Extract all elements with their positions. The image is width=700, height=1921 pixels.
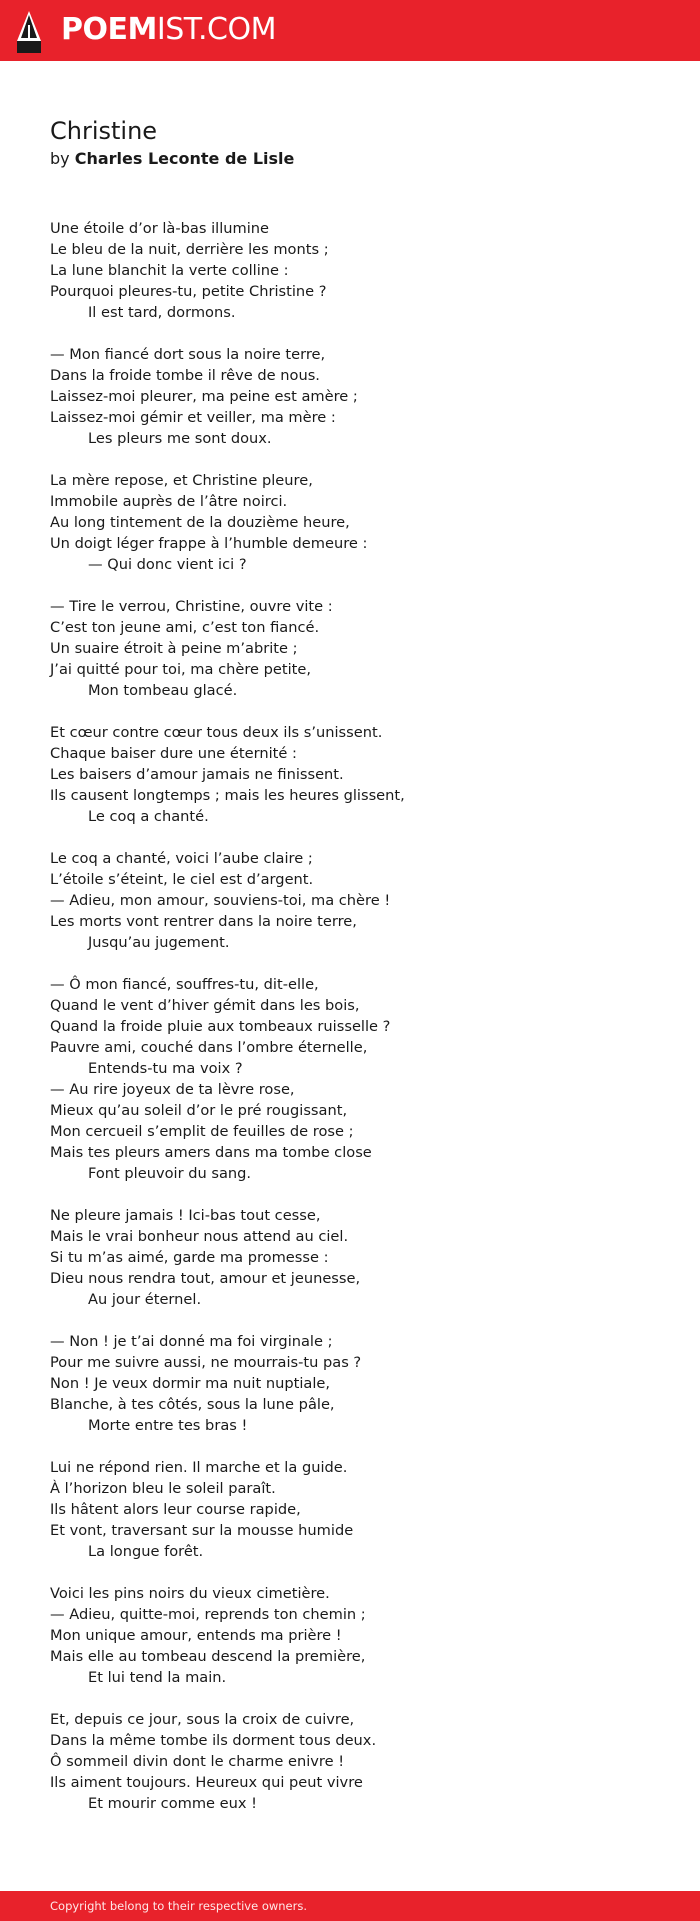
poem-stanza	[50, 218, 650, 323]
poem-line: Ils hâtent alors leur course rapide,	[50, 1501, 301, 1518]
site-header	[0, 0, 700, 61]
poem-line: C’est ton jeune ami, c’est ton fiancé.	[50, 619, 320, 636]
poem-line: Mieux qu’au soleil d’or le pré rougissant,	[50, 1102, 348, 1119]
pen-nib-icon[interactable]	[17, 11, 41, 53]
poem-line: Mon tombeau glacé.	[88, 682, 238, 699]
poem-line: — Tire le verrou, Christine, ouvre vite :	[50, 598, 333, 615]
poem-line: Et cœur contre cœur tous deux ils s’unissent.	[50, 724, 383, 741]
poem-stanza	[50, 596, 650, 701]
poem-line: Blanche, à tes côtés, sous la lune pâle,	[50, 1396, 335, 1413]
poem-line: Immobile auprès de l’âtre noirci.	[50, 493, 288, 510]
poem-line: Un doigt léger frappe à l’humble demeure :	[50, 535, 368, 552]
logo-text-bold: POEM	[61, 12, 157, 47]
site-logo[interactable]	[61, 10, 276, 50]
poem-line: Ils aiment toujours. Heureux qui peut vivre	[50, 1774, 363, 1791]
poem-line: — Non ! je t’ai donné ma foi virginale ;	[50, 1333, 333, 1350]
poem-line: Au jour éternel.	[88, 1291, 202, 1308]
site-footer	[0, 1891, 700, 1921]
poem-line: Une étoile d’or là-bas illumine	[50, 220, 269, 237]
poem-title: Christine	[50, 117, 158, 145]
poem-line: Mon unique amour, entends ma prière !	[50, 1627, 342, 1644]
poem-line: Quand le vent d’hiver gémit dans les bois,	[50, 997, 360, 1014]
poem-line: J’ai quitté pour toi, ma chère petite,	[50, 661, 311, 678]
poem-line: Non ! Je veux dormir ma nuit nuptiale,	[50, 1375, 330, 1392]
poem-line: Ô sommeil divin dont le charme enivre !	[50, 1753, 345, 1770]
poem-line: La longue forêt.	[88, 1543, 204, 1560]
poem-stanza	[50, 974, 650, 1184]
poem-line: Pauvre ami, couché dans l’ombre éternelle,	[50, 1039, 368, 1056]
poem-line: Si tu m’as aimé, garde ma promesse :	[50, 1249, 329, 1266]
poem-stanza	[50, 1205, 650, 1310]
poem-line: Lui ne répond rien. Il marche et la guide.	[50, 1459, 348, 1476]
poem-line: Font pleuvoir du sang.	[88, 1165, 252, 1182]
poem-line: Dieu nous rendra tout, amour et jeunesse,	[50, 1270, 361, 1287]
copyright-notice: Copyright belong to their respective owners.	[50, 1899, 308, 1913]
poem-author[interactable]: Charles Leconte de Lisle	[74, 149, 295, 168]
poem-line: Dans la même tombe ils dorment tous deux.	[50, 1732, 377, 1749]
poem-stanza	[50, 344, 650, 449]
poem-line: Mais le vrai bonheur nous attend au ciel.	[50, 1228, 349, 1245]
poem-line: Laissez-moi gémir et veiller, ma mère :	[50, 409, 336, 426]
logo-text-light: IST.COM	[156, 12, 276, 47]
poem-stanza	[50, 722, 650, 827]
poem-line: Les pleurs me sont doux.	[88, 430, 272, 447]
poem-stanza	[50, 1331, 650, 1436]
poem-line: Pourquoi pleures-tu, petite Christine ?	[50, 283, 327, 300]
poem-line: Laissez-moi pleurer, ma peine est amère ;	[50, 388, 358, 405]
poem-line: Il est tard, dormons.	[88, 304, 236, 321]
poem-stanza	[50, 470, 650, 575]
poem-byline	[50, 147, 294, 171]
poem-line: Et lui tend la main.	[88, 1669, 227, 1686]
poem-line: — Ô mon fiancé, souffres-tu, dit-elle,	[50, 976, 319, 993]
by-label: by	[50, 149, 70, 168]
poem-stanza	[50, 1457, 650, 1562]
poem-body	[50, 218, 650, 1835]
poem-line: Pour me suivre aussi, ne mourrais-tu pas ?	[50, 1354, 362, 1371]
poem-line: Voici les pins noirs du vieux cimetière.	[50, 1585, 330, 1602]
poem-line: Morte entre tes bras !	[88, 1417, 248, 1434]
poem-line: Ne pleure jamais ! Ici-bas tout cesse,	[50, 1207, 321, 1224]
poem-line: Et vont, traversant sur la mousse humide	[50, 1522, 354, 1539]
poem-line: La lune blanchit la verte colline :	[50, 262, 289, 279]
poem-line: Dans la froide tombe il rêve de nous.	[50, 367, 320, 384]
poem-line: Au long tintement de la douzième heure,	[50, 514, 350, 531]
poem-line: À l’horizon bleu le soleil paraît.	[50, 1480, 276, 1497]
poem-stanza	[50, 1583, 650, 1688]
poem-line: Ils causent longtemps ; mais les heures glissent,	[50, 787, 405, 804]
poem-line: Un suaire étroit à peine m’abrite ;	[50, 640, 298, 657]
poem-line: La mère repose, et Christine pleure,	[50, 472, 313, 489]
poem-line: — Adieu, mon amour, souviens-toi, ma chère !	[50, 892, 391, 909]
poem-line: Mais elle au tombeau descend la première,	[50, 1648, 366, 1665]
poem-line: Le coq a chanté.	[88, 808, 209, 825]
poem-line: Jusqu’au jugement.	[88, 934, 230, 951]
poem-line: Les baisers d’amour jamais ne finissent.	[50, 766, 344, 783]
poem-line: Quand la froide pluie aux tombeaux ruisselle ?	[50, 1018, 391, 1035]
poem-line: Entends-tu ma voix ?	[88, 1060, 243, 1077]
poem-stanza	[50, 1709, 650, 1814]
poem-line: — Qui donc vient ici ?	[88, 556, 247, 573]
poem-line: Et, depuis ce jour, sous la croix de cuivre,	[50, 1711, 355, 1728]
poem-line: — Au rire joyeux de ta lèvre rose,	[50, 1081, 295, 1098]
poem-line: Chaque baiser dure une éternité :	[50, 745, 297, 762]
poem-line: Et mourir comme eux !	[88, 1795, 258, 1812]
poem-line: Mon cercueil s’emplit de feuilles de rose ;	[50, 1123, 354, 1140]
poem-line: — Adieu, quitte-moi, reprends ton chemin ;	[50, 1606, 366, 1623]
poem-line: Le bleu de la nuit, derrière les monts ;	[50, 241, 329, 258]
poem-line: L’étoile s’éteint, le ciel est d’argent.	[50, 871, 314, 888]
poem-stanza	[50, 848, 650, 953]
poem-line: Les morts vont rentrer dans la noire terre,	[50, 913, 357, 930]
poem-line: Mais tes pleurs amers dans ma tombe close	[50, 1144, 372, 1161]
poem-line: Le coq a chanté, voici l’aube claire ;	[50, 850, 313, 867]
poem-line: — Mon fiancé dort sous la noire terre,	[50, 346, 326, 363]
